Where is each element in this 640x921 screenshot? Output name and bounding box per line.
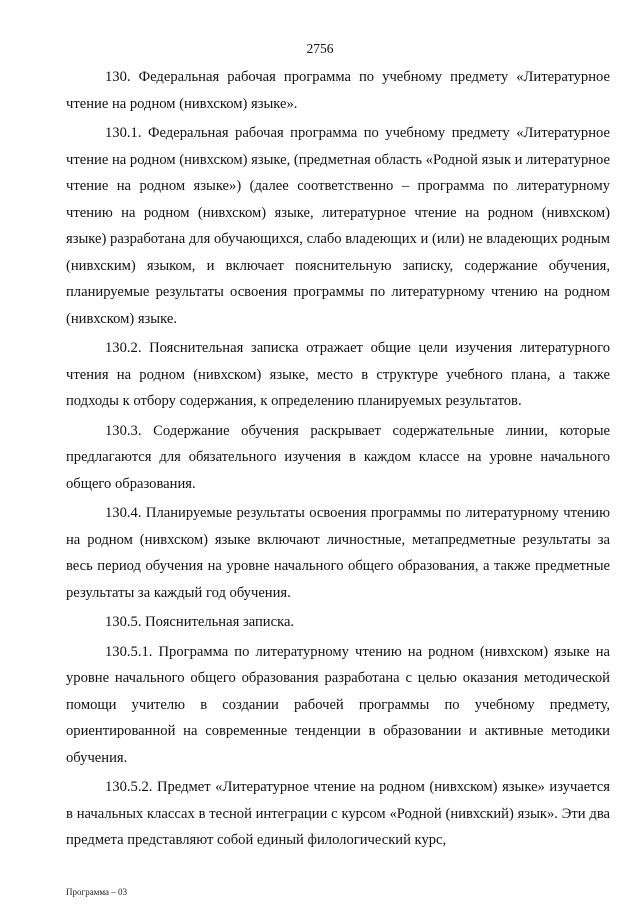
document-body bbox=[66, 64, 610, 857]
paragraph-130: 130. Федеральная рабочая программа по учебному предмету «Литературное чтение на родном (нивхском) языке». bbox=[66, 69, 610, 112]
footer-note: Программа – 03 bbox=[66, 887, 128, 897]
paragraph-130-5-2: 130.5.2. Предмет «Литературное чтение на родном (нивхском) языке» изучается в начальных классах в тесной интеграции с курсом «Родной (нивхский) язык». Эти два предмета представляют собой единый филологический курс, bbox=[66, 779, 610, 848]
paragraph-130-1: 130.1. Федеральная рабочая программа по учебному предмету «Литературное чтение на родном (нивхском) языке, (предметная область «Родной язык и литературное чтение на родном языке») (далее соответственно – программа по литературному чтению на родном (нивхском) языке, литературное чтение на родном (нивхском) языке) разработана для обучающихся, слабо владеющих и (или) не владеющих родным (нивхским) языком, и включает пояснительную записку, содержание обучения, планируемые результаты освоения программы по литературному чтению на родном (нивхском) языке. bbox=[66, 125, 610, 327]
paragraph-130-2: 130.2. Пояснительная записка отражает общие цели изучения литературного чтения на родном (нивхском) языке, место в структуре учебного плана, а также подходы к отбору содержания, к определению планируемых результатов. bbox=[66, 340, 610, 409]
paragraph-130-4: 130.4. Планируемые результаты освоения программы по литературному чтению на родном (нивхском) языке включают личностные, метапредметные результаты за весь период обучения на уровне начального общего образования, а также предметные результаты за каждый год обучения. bbox=[66, 505, 610, 601]
page-number: 2756 bbox=[306, 41, 334, 56]
paragraph-130-5: 130.5. Пояснительная записка. bbox=[105, 614, 295, 630]
paragraph-130-3: 130.3. Содержание обучения раскрывает содержательные линии, которые предлагаются для обязательного изучения в каждом классе на уровне начального общего образования. bbox=[66, 422, 610, 492]
paragraph-130-5-1: 130.5.1. Программа по литературному чтению на родном (нивхском) языке на уровне начального общего образования разработана с целью оказания методической помощи учителю в создании рабочей программы по учебному предмету, ориентированной на современные тенденции в образовании и активные методики обучения. bbox=[66, 643, 610, 766]
